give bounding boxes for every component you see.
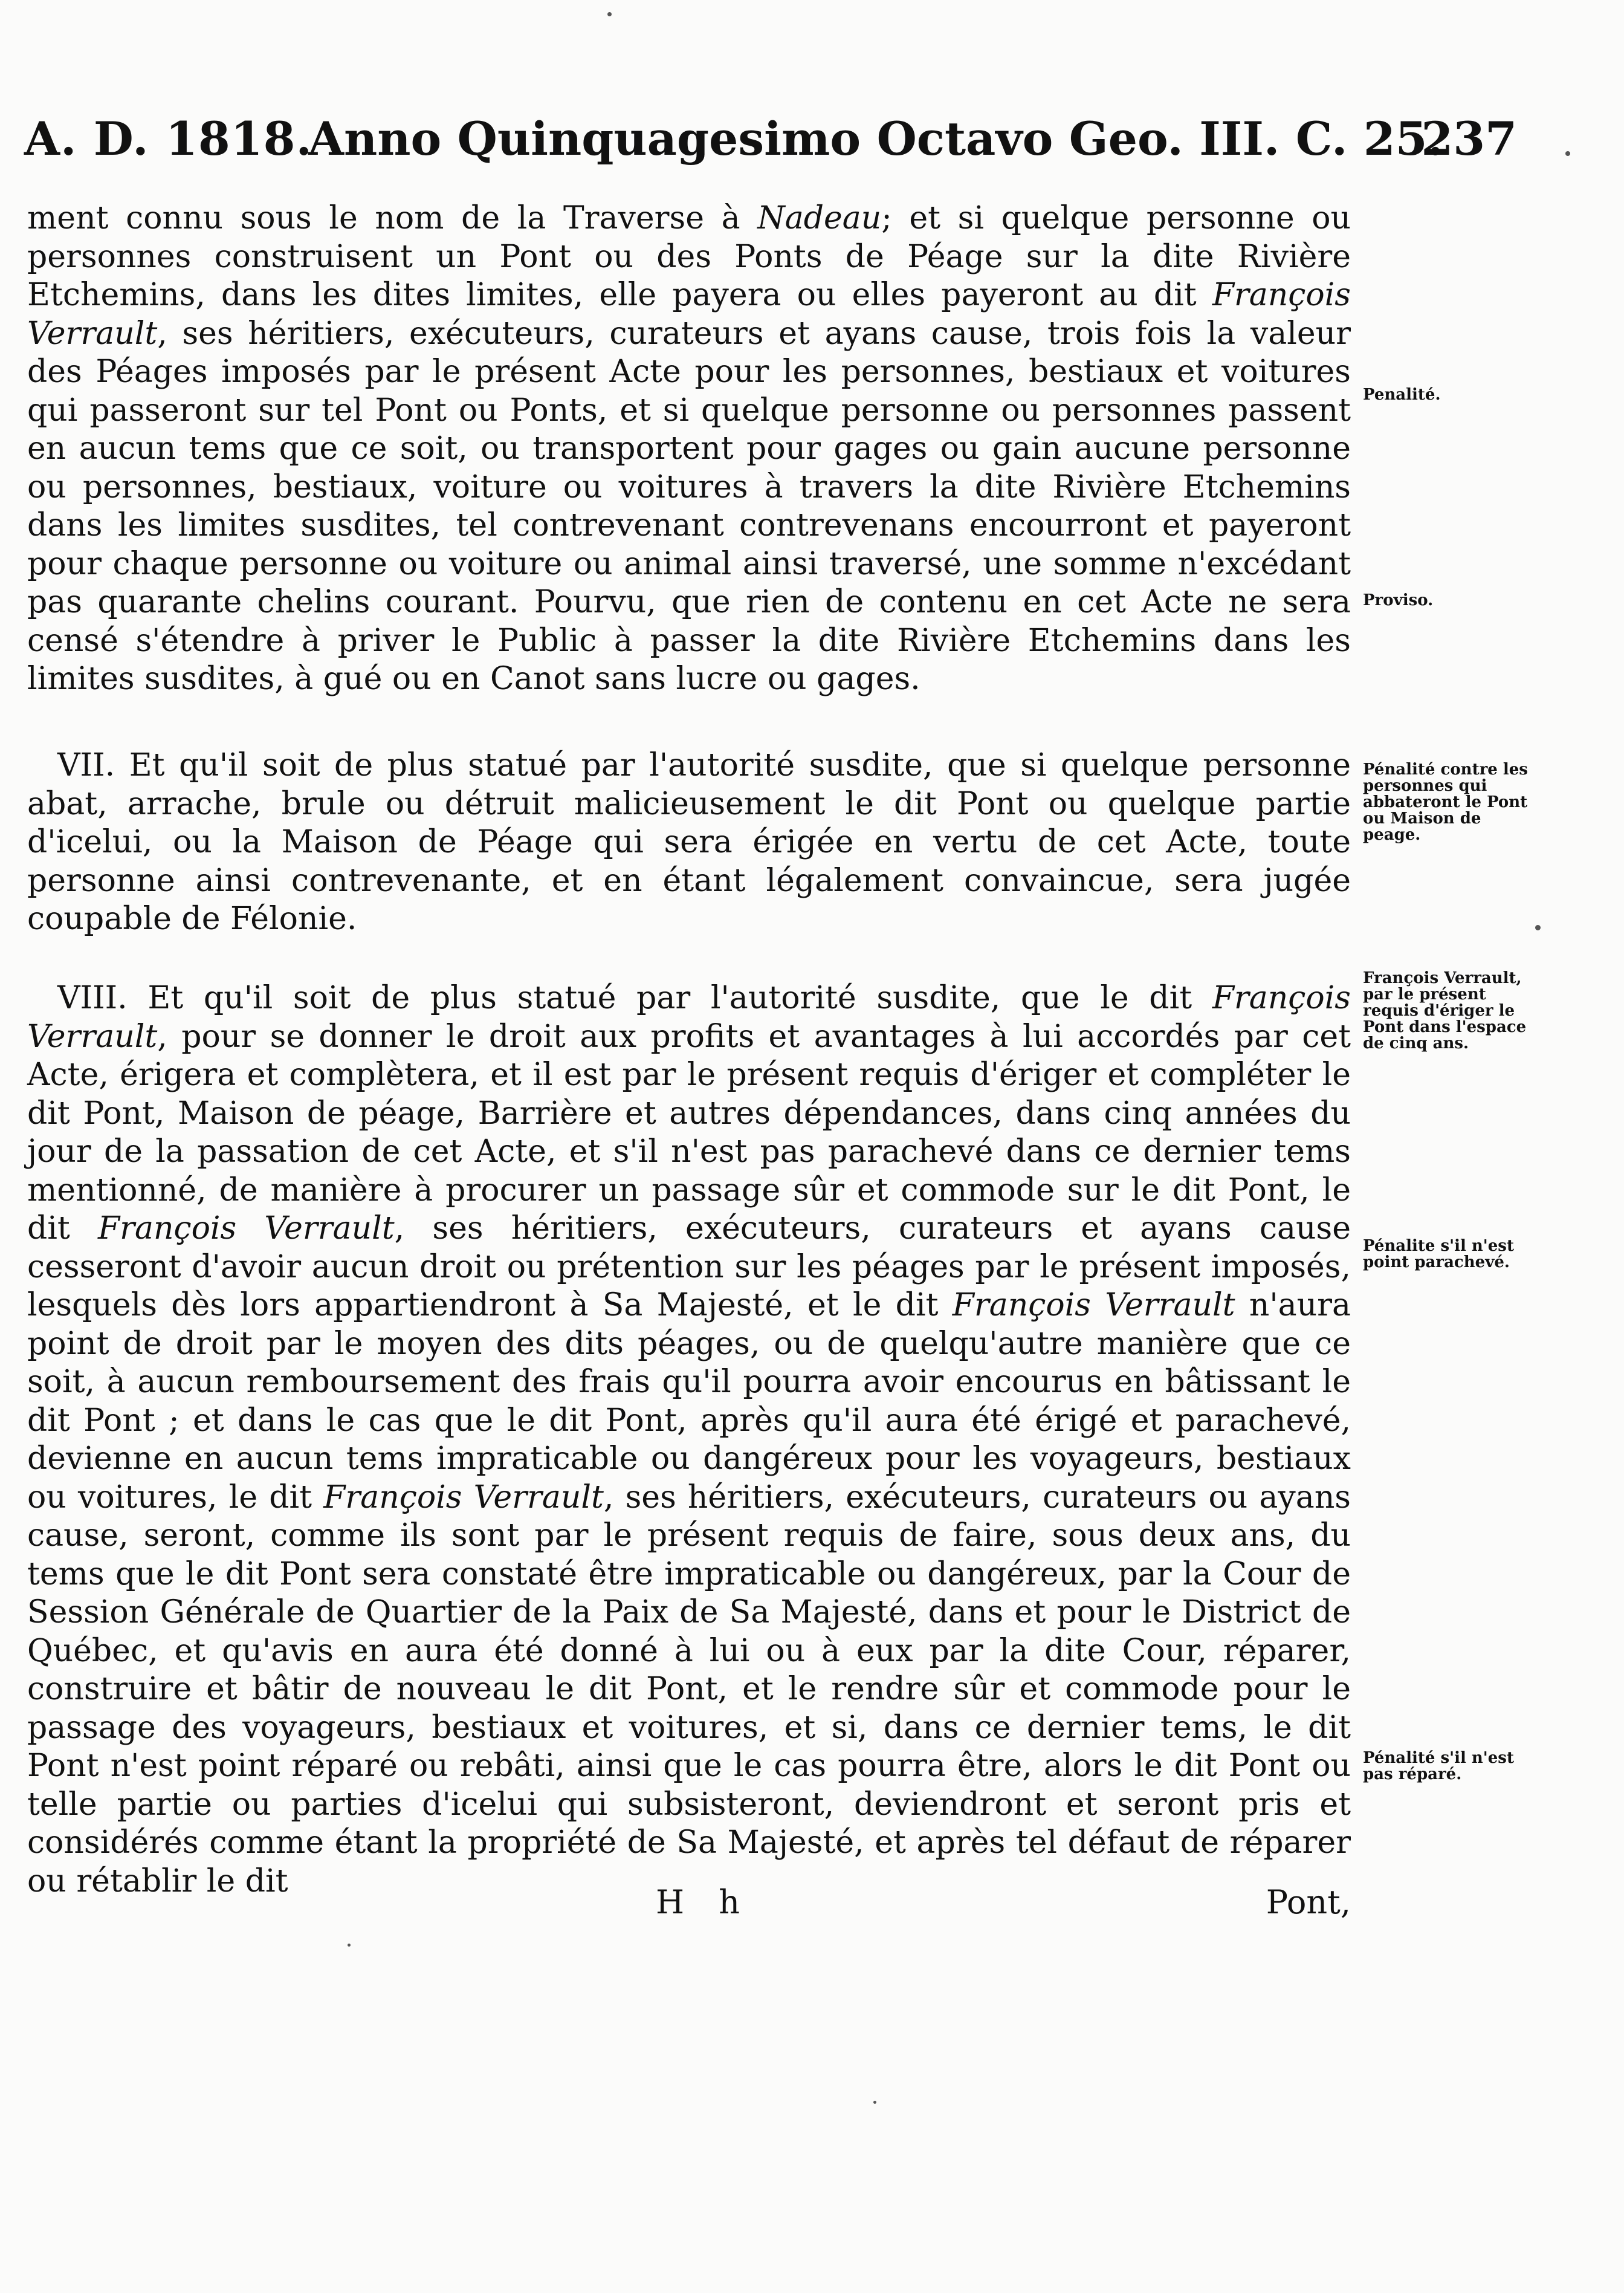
print-speck — [348, 1944, 351, 1947]
page-header — [24, 112, 1517, 178]
text-run: n'aura point de droit par le moyen des dits péages, ou de quelqu'autre manière que ce soit, à aucun remboursement des frais qu'il pourra avoir encourus en bâtissant le dit Pont ; et dans le cas que le dit Pont, après qu'il aura été érigé et parachevé, devienne en aucun tems impraticable ou dangéreux pour les voyageurs, bestiaux ou voitures, le dit — [27, 1287, 1351, 1516]
section-viii — [27, 979, 1351, 1901]
margin-note-proviso: Proviso. — [1363, 591, 1434, 609]
margin-note-verrault: François Verrault, par le présent requis d'ériger le Pont dans l'espace de cinq ans. — [1363, 969, 1527, 1052]
print-speck — [873, 2101, 876, 2104]
text-run: , ses héritiers, exécuteurs, curateurs ou ayans cause, seront, comme ils sont par le présent requis de faire, sous deux ans, du tems que le dit Pont sera constaté être impraticable ou dangéreux, par la Cour de Session Générale de Quartier de la Paix de Sa Majesté, dans et pour le District de Québec, et qu'avis en aura été donné à lui ou à eux par la dite Cour, réparer, construire et bâtir de nouveau le dit Pont, et le rendre sûr et commode pour le passage des voyageurs, bestiaux et voitures, et si, dans ce dernier tems, le dit Pont n'est point réparé ou rebâti, ainsi que le cas pourra être, alors le dit Pont ou telle partie ou parties d'icelui qui subsisteront, deviendront et seront pris et considérés comme étant la propriété de Sa Majesté, et après tel défaut de réparer ou rétablir le dit — [27, 1479, 1351, 1899]
margin-note-penalite: Penalité. — [1363, 386, 1441, 404]
page-footer — [27, 1883, 1351, 1931]
margin-note-felonie: Pénalité contre les personnes qui abbateront le Pont ou Maison de peage. — [1363, 761, 1528, 844]
text-run: VIII. Et qu'il soit de plus statué par l'autorité susdite, que le dit — [57, 980, 1212, 1016]
person-name: François Verrault — [27, 277, 1351, 352]
person-name: François Verrault — [27, 980, 1351, 1055]
text-run: ; et si quelque personne ou personnes construisent un Pont ou des Ponts de Péage sur la dite Rivière Etchemins, dans les dites limites, elle payera ou elles payeront au dit — [27, 200, 1351, 313]
person-name: François Verrault — [323, 1479, 604, 1516]
header-title: Anno Quinquagesimo Octavo Geo. III. C. 25. — [308, 112, 1444, 166]
text-run: , ses héritiers, exécuteurs, curateurs et ayans cause, trois fois la valeur des Péages imposés par le présent Acte pour les personnes, bestiaux et voitures qui passeront sur tel Pont ou Ponts, et si quelque personne ou personnes passent en aucun tems que ce soit, ou transportent pour gages ou gain aucune personne ou personnes, bestiaux, voiture ou voitures à travers la dite Rivière Etchemins dans les limites susdites, tel contrevenant contrevenans encourront et payeront pour chaque personne ou voiture ou animal ainsi traversé, une somme n'excédant pas quarante chelins courant. Pourvu, que rien de contenu en cet Acte ne sera censé s'étendre à priver le Public à passer la dite Rivière Etchemins dans les limites susdites, à gué ou en Canot sans lucre ou gages. — [27, 315, 1351, 697]
signature-mark: H h — [656, 1883, 752, 1921]
place-name: Nadeau — [757, 200, 882, 236]
section-vii — [27, 747, 1351, 939]
person-name: François Verrault — [98, 1210, 395, 1247]
section-vii-text: VII. Et qu'il soit de plus statué par l'autorité susdite, que si quelque personne abat, arrache, brule ou détruit malicieusement le dit Pont ou quelque partie d'icelui, ou la Maison de Péage qui sera érigée en vertu de cet Acte, toute personne ainsi contrevenante, et en étant légalement convaincue, sera jugée coupable de Félonie. — [27, 747, 1351, 937]
print-speck — [1565, 151, 1570, 156]
paragraph-continuation — [27, 199, 1351, 699]
catchword: Pont, — [1266, 1883, 1351, 1921]
text-run: ment connu sous le nom de la Traverse à — [27, 200, 758, 236]
print-speck — [607, 12, 612, 16]
print-speck — [1535, 925, 1541, 930]
header-year: A. D. 1818. — [24, 112, 312, 166]
page-number: 237 — [1421, 112, 1517, 166]
margin-note-parachevé: Pénalite s'il n'est point parachevé. — [1363, 1237, 1514, 1271]
person-name: François Verrault — [952, 1287, 1235, 1323]
text-run: , pour se donner le droit aux profits et avantages à lui accordés par cet Acte, érigera et complètera, et il est par le présent requis d'ériger et compléter le dit Pont, Maison de péage, Barrière et autres dépendances, dans cinq années du jour de la passation de cet Acte, et s'il n'est pas parachevé dans ce dernier tems mentionné, de manière à procurer un passage sûr et commode sur le dit Pont, le dit — [27, 1018, 1351, 1247]
margin-note-non-repare: Pénalité s'il n'est pas réparé. — [1363, 1749, 1514, 1783]
text-run: , ses héritiers, exécuteurs, curateurs et ayans cause cesseront d'avoir aucun droit ou prétention sur les péages par le présent imposés, lesquels dès lors appartiendront à Sa Majesté, et le dit — [27, 1210, 1351, 1323]
